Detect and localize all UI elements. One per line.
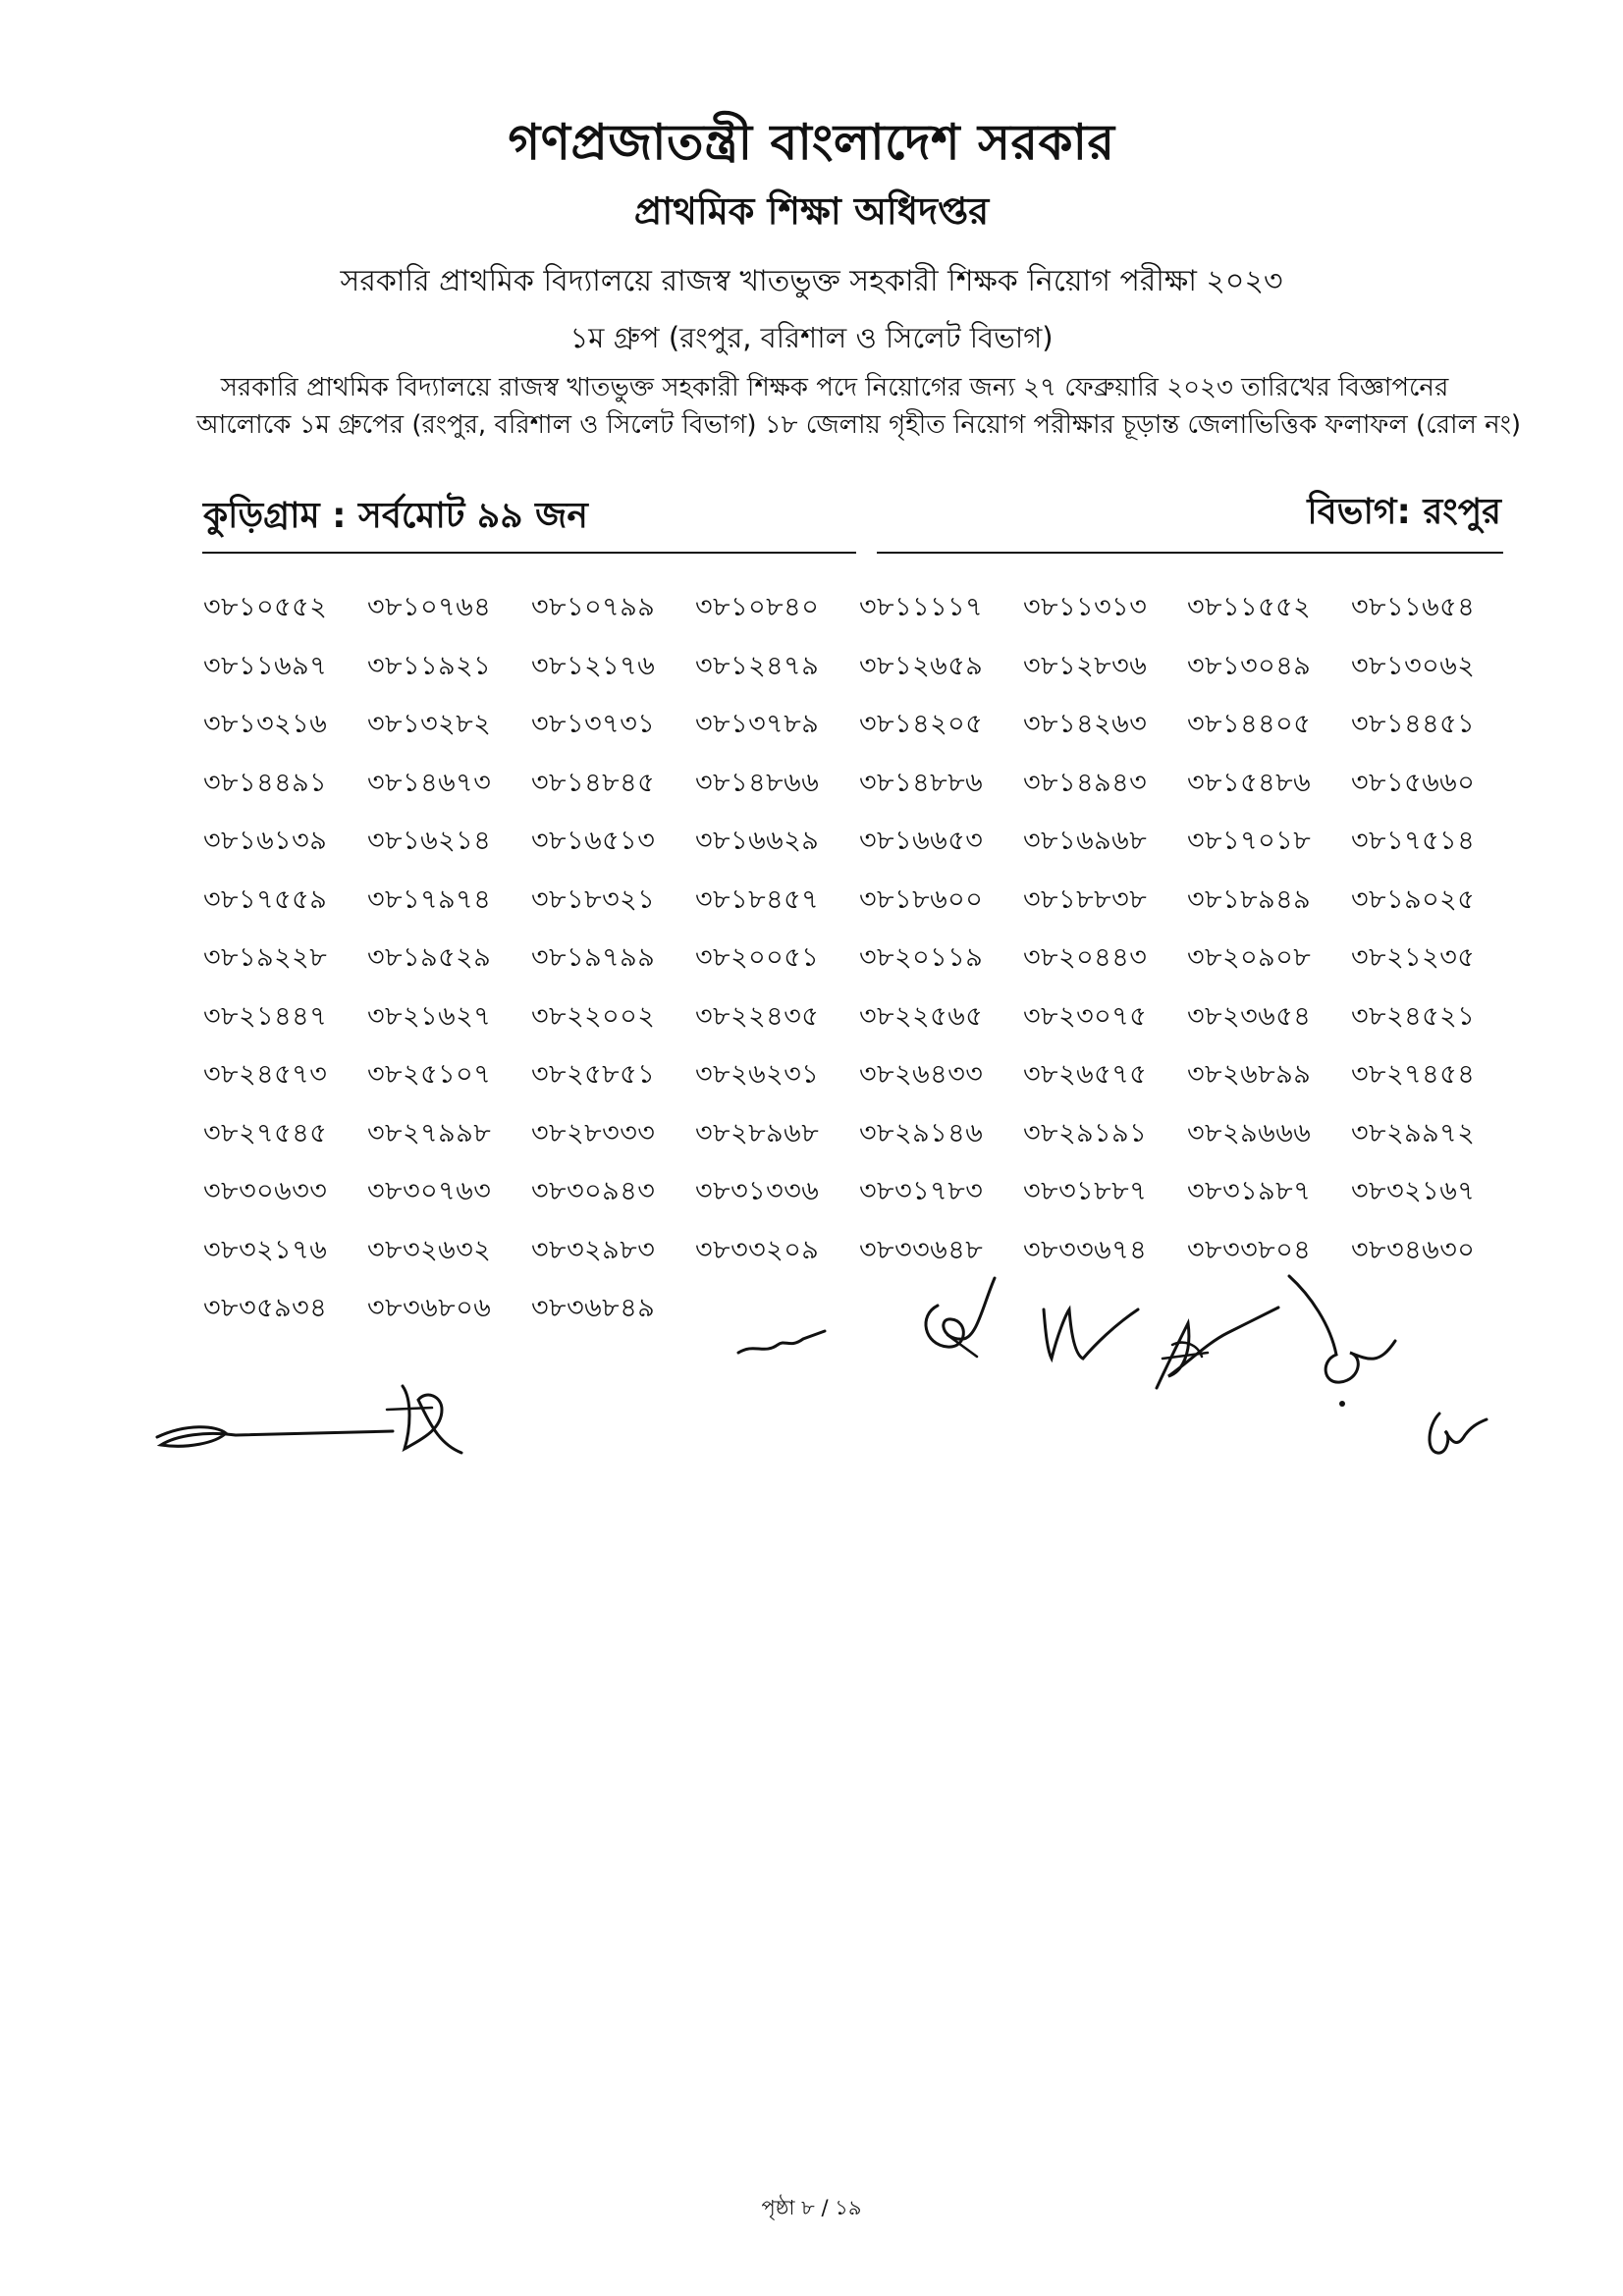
roll-number: ৩৮৩২৯৮৩ xyxy=(531,1234,656,1265)
notice-line-1: সরকারি প্রাথমিক বিদ্যালয়ে রাজস্ব খাতভুক্ত সহকারী শিক্ষক পদে নিয়োগের জন্য ২৭ ফেব্রুয়ারি ২০২৩ তারিখের বিজ্ঞাপনের xyxy=(220,373,1449,402)
divider-left xyxy=(202,552,856,554)
roll-number: ৩৮২০১১৯ xyxy=(859,942,984,973)
roll-number: ৩৮১৪৪৫১ xyxy=(1351,709,1476,739)
roll-number: ৩৮২৬৫৭৫ xyxy=(1023,1059,1148,1090)
roll-number: ৩৮৩০৭৬৩ xyxy=(367,1176,492,1206)
roll-number: ৩৮৩৩২০৯ xyxy=(695,1234,820,1265)
roll-number: ৩৮২৮৩৩৩ xyxy=(531,1117,656,1148)
roll-number: ৩৮১৩২১৬ xyxy=(203,709,328,739)
roll-number: ৩৮১৪২৬৩ xyxy=(1023,709,1148,739)
roll-number: ৩৮১৪৯৪৩ xyxy=(1023,767,1148,798)
roll-number: ৩৮১৮৯৪৯ xyxy=(1187,883,1312,915)
roll-number: ৩৮১০৮৪০ xyxy=(695,592,820,622)
roll-number: ৩৮২২৪৩৫ xyxy=(695,1000,820,1032)
directorate-title: প্রাথমিক শিক্ষা অধিদপ্তর xyxy=(633,189,990,233)
roll-number: ৩৮১২৬৫৯ xyxy=(859,650,984,681)
divider-right xyxy=(877,552,1503,554)
roll-number: ৩৮১৬৬২৯ xyxy=(695,826,820,856)
roll-number: ৩৮২৩০৭৫ xyxy=(1023,1000,1148,1032)
exam-title: সরকারি প্রাথমিক বিদ্যালয়ে রাজস্ব খাতভুক্ত সহকারী শিক্ষক নিয়োগ পরীক্ষা ২০২৩ xyxy=(340,264,1283,298)
roll-number: ৩৮২৫১০৭ xyxy=(367,1059,492,1090)
roll-number: ৩৮১৭০১৮ xyxy=(1187,826,1312,856)
roll-number: ৩৮৩০৬৩৩ xyxy=(203,1176,328,1206)
roll-number: ৩৮৩১৭৮৩ xyxy=(859,1176,984,1206)
roll-number: ৩৮৩৬৮৪৯ xyxy=(531,1293,656,1323)
roll-number: ৩৮১৮৬০০ xyxy=(859,883,984,915)
roll-number: ৩৮১৩৭৮৯ xyxy=(695,709,820,739)
roll-number: ৩৮১৬৯৬৮ xyxy=(1023,826,1148,856)
roll-number: ৩৮২৭৫৪৫ xyxy=(203,1117,328,1148)
roll-number: ৩৮২০৪৪৩ xyxy=(1023,942,1148,973)
roll-number: ৩৮৩১৮৮৭ xyxy=(1023,1176,1148,1206)
roll-number: ৩৮২৪৫২১ xyxy=(1351,1000,1476,1032)
roll-number: ৩৮১৮৪৫৭ xyxy=(695,883,820,915)
roll-number: ৩৮২৫৮৫১ xyxy=(531,1059,656,1090)
roll-number: ৩৮১০৭৬৪ xyxy=(367,592,492,622)
roll-number: ৩৮১৬৫১৩ xyxy=(531,826,656,856)
roll-number: ৩৮৩১৩৩৬ xyxy=(695,1176,820,1206)
roll-number: ৩৮১৫৪৮৬ xyxy=(1187,767,1312,798)
roll-number: ৩৮১৮৮৩৮ xyxy=(1023,883,1148,915)
roll-number: ৩৮৩৩৬৭৪ xyxy=(1023,1234,1148,1265)
roll-number: ৩৮২৬৮৯৯ xyxy=(1187,1059,1312,1090)
roll-number: ৩৮১১৩১৩ xyxy=(1023,592,1148,622)
roll-number: ৩৮২২৫৬৫ xyxy=(859,1000,984,1032)
roll-number: ৩৮৩৩৮০৪ xyxy=(1187,1234,1312,1265)
roll-number: ৩৮১২১৭৬ xyxy=(531,650,656,681)
roll-number: ৩৮২৩৬৫৪ xyxy=(1187,1000,1312,1032)
group-title: ১ম গ্রুপ (রংপুর, বরিশাল ও সিলেট বিভাগ) xyxy=(569,321,1054,354)
roll-number: ৩৮৩৬৮০৬ xyxy=(367,1293,492,1323)
roll-number: ৩৮১১৬৯৭ xyxy=(203,650,328,681)
roll-number: ৩৮১২৮৩৬ xyxy=(1023,650,1148,681)
notice-text xyxy=(196,369,1522,444)
roll-number: ৩৮৩২১৬৭ xyxy=(1351,1176,1476,1206)
roll-number: ৩৮১৭৫১৪ xyxy=(1351,826,1476,856)
roll-number: ৩৮১৭৫৫৯ xyxy=(203,883,328,915)
roll-number: ৩৮২০০৫১ xyxy=(695,942,820,973)
roll-number: ৩৮১৪২০৫ xyxy=(859,709,984,739)
roll-number: ৩৮১৭৯৭৪ xyxy=(367,883,492,915)
roll-number: ৩৮৩২১৭৬ xyxy=(203,1234,328,1265)
roll-number: ৩৮২১৪৪৭ xyxy=(203,1000,328,1032)
roll-number: ৩৮১৯৭৯৯ xyxy=(531,942,656,973)
roll-number: ৩৮৩২৬৩২ xyxy=(367,1234,492,1265)
roll-number: ৩৮১৪৮৬৬ xyxy=(695,767,820,798)
roll-number: ৩৮৩৫৯৩৪ xyxy=(203,1293,328,1323)
roll-number: ৩৮১৯৫২৯ xyxy=(367,942,492,973)
government-title: গণপ্রজাতন্ত্রী বাংলাদেশ সরকার xyxy=(508,114,1115,171)
roll-number: ৩৮৩৩৬৪৮ xyxy=(859,1234,984,1265)
roll-number: ৩৮১৬১৩৯ xyxy=(203,826,328,856)
roll-number: ৩৮৩০৯৪৩ xyxy=(531,1176,656,1206)
roll-number: ৩৮১০৫৫২ xyxy=(203,592,328,622)
page-number: পৃষ্ঠা ৮ / ১৯ xyxy=(761,2196,862,2219)
roll-number: ৩৮৩৪৬৩০ xyxy=(1351,1234,1476,1265)
roll-number: ৩৮১৩২৮২ xyxy=(367,709,492,739)
roll-number: ৩৮২১৬২৭ xyxy=(367,1000,492,1032)
roll-number: ৩৮১২৪৭৯ xyxy=(695,650,820,681)
roll-number: ৩৮২৯৯৭২ xyxy=(1351,1117,1476,1148)
roll-number: ৩৮১৪৬৭৩ xyxy=(367,767,492,798)
roll-number: ৩৮১৩০৬২ xyxy=(1351,650,1476,681)
roll-number: ৩৮২৯৬৬৬ xyxy=(1187,1117,1312,1148)
district-title: কুড়িগ্রাম : সর্বমোট ৯৯ জন xyxy=(203,496,588,536)
roll-number: ৩৮১০৭৯৯ xyxy=(531,592,656,622)
roll-number: ৩৮১৬৬৫৩ xyxy=(859,826,984,856)
roll-number: ৩৮১৩০৪৯ xyxy=(1187,650,1312,681)
roll-number: ৩৮২১২৩৫ xyxy=(1351,942,1476,973)
roll-number: ৩৮১৫৬৬০ xyxy=(1351,767,1476,798)
roll-number: ৩৮১১৯২১ xyxy=(367,650,492,681)
roll-number: ৩৮১১৫৫২ xyxy=(1187,592,1312,622)
roll-number: ৩৮১৪৪০৫ xyxy=(1187,709,1312,739)
roll-number: ৩৮১৬২১৪ xyxy=(367,826,492,856)
division-title: বিভাগ: রংপুর xyxy=(1307,492,1501,532)
roll-number: ৩৮১৪৮৮৬ xyxy=(859,767,984,798)
roll-number: ৩৮১৮৩২১ xyxy=(531,883,656,915)
roll-number: ৩৮২৪৫৭৩ xyxy=(203,1059,328,1090)
roll-number: ৩৮১৯০২৫ xyxy=(1351,883,1476,915)
roll-number: ৩৮২৭৪৫৪ xyxy=(1351,1059,1476,1090)
notice-line-2: আলোকে ১ম গ্রুপের (রংপুর, বরিশাল ও সিলেট বিভাগ) ১৮ জেলায় গৃহীত নিয়োগ পরীক্ষার চূড়ান্ত জেলাভিত্তিক ফলাফল (রোল নং) xyxy=(196,410,1522,440)
roll-number: ৩৮৩১৯৮৭ xyxy=(1187,1176,1312,1206)
roll-number: ৩৮১১৬৫৪ xyxy=(1351,592,1476,622)
roll-number-grid xyxy=(203,587,1519,1347)
roll-number: ৩৮১৪৮৪৫ xyxy=(531,767,656,798)
roll-number: ৩৮২৭৯৯৮ xyxy=(367,1117,492,1148)
roll-number: ৩৮২০৯০৮ xyxy=(1187,942,1312,973)
roll-number: ৩৮১৯২২৮ xyxy=(203,942,328,973)
roll-number: ৩৮২৯১৪৬ xyxy=(859,1117,984,1148)
roll-number: ৩৮২৬২৩১ xyxy=(695,1059,820,1090)
signature-7 xyxy=(147,1370,471,1468)
signature-6 xyxy=(1422,1406,1490,1465)
roll-number: ৩৮২৬৪৩৩ xyxy=(859,1059,984,1090)
roll-number: ৩৮২২০০২ xyxy=(531,1000,656,1032)
roll-number: ৩৮১৩৭৩১ xyxy=(531,709,656,739)
roll-number: ৩৮২৮৯৬৮ xyxy=(695,1117,820,1148)
roll-number: ৩৮২৯১৯১ xyxy=(1023,1117,1148,1148)
roll-number: ৩৮১১১১৭ xyxy=(859,592,984,622)
roll-number: ৩৮১৪৪৯১ xyxy=(203,767,328,798)
